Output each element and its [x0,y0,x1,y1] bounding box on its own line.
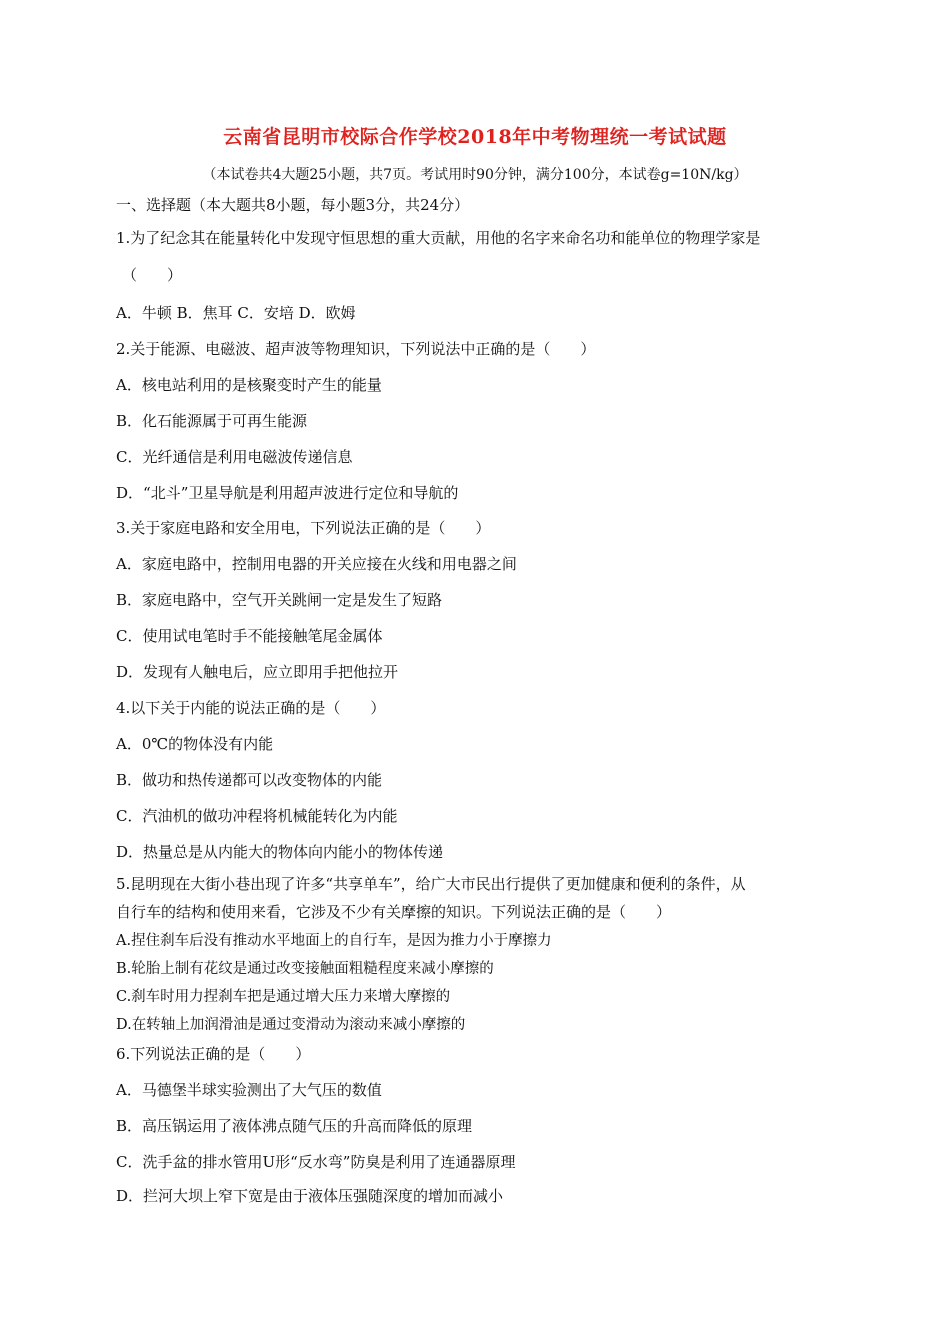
question-5-option-c: C.刹车时用力捏刹车把是通过增大压力来增大摩擦的 [116,989,451,1005]
question-3-option-b: B．家庭电路中，空气开关跳闸一定是发生了短路 [116,591,443,609]
question-4-option-a: A．0℃的物体没有内能 [116,735,274,753]
question-1-answer-blank: （ ） [122,266,183,284]
page-title: 云南省昆明市校际合作学校2018年中考物理统一考试试题 [223,126,727,148]
question-4-option-d: D．热量总是从内能大的物体向内能小的物体传递 [116,843,444,861]
question-2-option-c: C．光纤通信是利用电磁波传递信息 [116,448,353,466]
question-3-stem: 3.关于家庭电路和安全用电，下列说法正确的是（ ） [116,519,491,537]
question-2-option-b: B．化石能源属于可再生能源 [116,412,308,430]
question-1-options: A．牛顿 B．焦耳 C．安培 D．欧姆 [116,304,356,322]
question-2-stem: 2.关于能源、电磁波、超声波等物理知识，下列说法中正确的是（ ） [116,340,596,358]
question-5-option-d: D.在转轴上加润滑油是通过变滑动为滚动来减小摩擦的 [116,1017,466,1033]
question-4-option-b: B．做功和热传递都可以改变物体的内能 [116,771,383,789]
question-4-stem: 4.以下关于内能的说法正确的是（ ） [116,699,386,717]
exam-instructions: （本试卷共4大题25小题，共7页。考试用时90分钟，满分100分，本试卷g=10N/kg） [202,167,748,183]
section-heading: 一、选择题（本大题共8小题，每小题3分，共24分） [116,196,470,214]
question-6-option-d: D．拦河大坝上窄下宽是由于液体压强随深度的增加而减小 [116,1187,504,1205]
question-3-option-c: C．使用试电笔时手不能接触笔尾金属体 [116,627,383,645]
question-5-option-b: B.轮胎上制有花纹是通过改变接触面粗糙程度来减小摩擦的 [116,961,494,977]
question-3-option-d: D．发现有人触电后，应立即用手把他拉开 [116,663,399,681]
question-4-option-c: C．汽油机的做功冲程将机械能转化为内能 [116,807,398,825]
question-5-stem-line-1: 5.昆明现在大街小巷出现了许多“共享单车”，给广大市民出行提供了更加健康和便利的条件，从 [116,875,746,893]
question-5-stem-line-2: 自行车的结构和使用来看，它涉及不少有关摩擦的知识。下列说法正确的是（ ） [116,903,672,921]
question-6-stem: 6.下列说法正确的是（ ） [116,1045,311,1063]
question-5-option-a: A.捏住刹车后没有推动水平地面上的自行车，是因为推力小于摩擦力 [116,933,552,949]
question-6-option-b: B．高压锅运用了液体沸点随气压的升高而降低的原理 [116,1117,473,1135]
question-3-option-a: A．家庭电路中，控制用电器的开关应接在火线和用电器之间 [116,555,517,573]
question-2-option-d: D．“北斗”卫星导航是利用超声波进行定位和导航的 [116,484,459,502]
question-1-stem: 1.为了纪念其在能量转化中发现守恒思想的重大贡献，用他的名字来命名功和能单位的物理学家是 [116,229,761,247]
question-2-option-a: A．核电站利用的是核聚变时产生的能量 [116,376,382,394]
question-6-option-c: C．洗手盆的排水管用U形“反水弯”防臭是利用了连通器原理 [116,1153,516,1171]
question-6-option-a: A．马德堡半球实验测出了大气压的数值 [116,1081,382,1099]
